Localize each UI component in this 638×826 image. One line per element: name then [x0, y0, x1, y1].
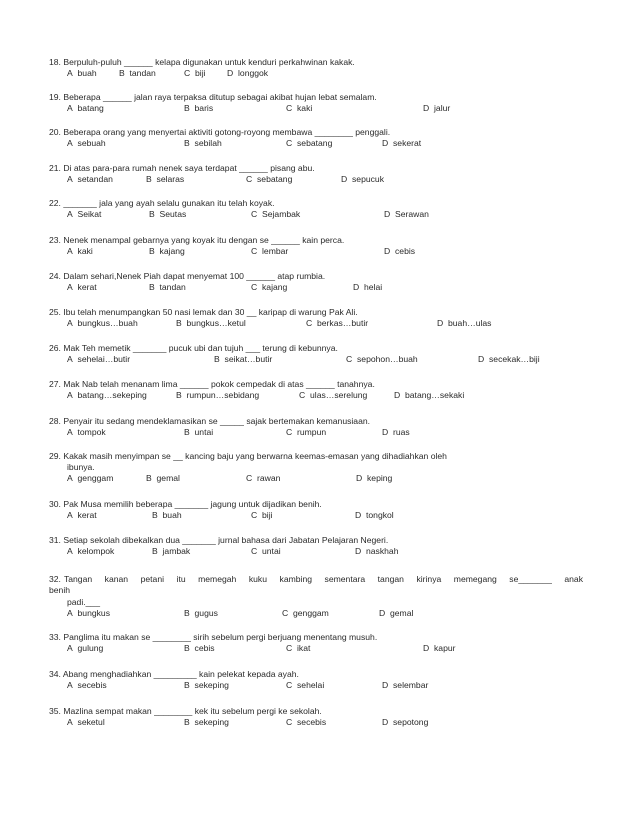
option-c: C genggam — [282, 608, 329, 618]
question-text: Beberapa ______ jalan raya terpaksa ditutup sebagai akibat hujan lebat semalam. — [63, 92, 377, 102]
question-text: Mak Teh memetik _______ pucuk ubi dan tujuh ___ terung di kebunnya. — [63, 343, 338, 353]
question-text-continuation: ibunya. — [67, 462, 95, 472]
question-number: 19. — [49, 92, 61, 102]
question-text: Mazlina sempat makan ________ kek itu sebelum pergi ke sekolah. — [63, 706, 322, 716]
option-c: C ikat — [286, 643, 311, 653]
option-c: C Sejambak — [251, 209, 301, 219]
question-number: 34. — [49, 669, 61, 679]
question-number: 18. — [49, 57, 61, 67]
option-b: B bungkus…ketul — [176, 318, 246, 328]
question-number: 23. — [49, 235, 61, 245]
option-d: D sekerat — [382, 138, 422, 148]
option-a: A batang…sekeping — [67, 390, 147, 400]
option-d: D longgok — [227, 68, 269, 78]
option-a: A genggam — [67, 473, 114, 483]
option-b: B tandan — [119, 68, 156, 78]
option-d: D secekak…biji — [478, 354, 540, 364]
question-text: Dalam sehari,Nenek Piah dapat menyemat 100 ______ atap rumbia. — [63, 271, 326, 281]
question-text: Nenek menampal gebarnya yang koyak itu dengan se ______ kain perca. — [63, 235, 345, 245]
question-text: Panglima itu makan se ________ sirih sebelum pergi berjuang menentang musuh. — [63, 632, 378, 642]
question-number: 22. — [49, 198, 61, 208]
option-d: D gemal — [379, 608, 414, 618]
question-number: 31. — [49, 535, 61, 545]
option-a: A kerat — [67, 510, 97, 520]
option-b: B seikat…butir — [214, 354, 273, 364]
option-b: B gemal — [146, 473, 180, 483]
option-b: B kajang — [149, 246, 185, 256]
question-text-continuation: benih — [49, 585, 71, 595]
question-number: 32. — [49, 574, 61, 584]
option-d: D buah…ulas — [437, 318, 492, 328]
question-text: Beberapa orang yang menyertai aktiviti gotong-royong membawa ________ penggali. — [63, 127, 391, 137]
question-number: 26. — [49, 343, 61, 353]
question-number: 27. — [49, 379, 61, 389]
option-d: D keping — [356, 473, 393, 483]
option-a: A bungkus…buah — [67, 318, 138, 328]
question-number: 29. — [49, 451, 61, 461]
question-text: Ibu telah menumpangkan 50 nasi lemak dan 30 __ karipap di warung Pak Ali. — [63, 307, 358, 317]
option-d: D jalur — [423, 103, 451, 113]
question-number: 25. — [49, 307, 61, 317]
option-c: C sepohon…buah — [346, 354, 418, 364]
option-c: C ulas…serelung — [299, 390, 368, 400]
question-text: Pak Musa memilih beberapa _______ jagung untuk dijadikan benih. — [63, 499, 322, 509]
option-d: D ruas — [382, 427, 410, 437]
question-text: Penyair itu sedang mendeklamasikan se _____ sajak bertemakan kemanusiaan. — [63, 416, 371, 426]
option-a: A sehelai…butir — [67, 354, 131, 364]
option-b: B Seutas — [149, 209, 187, 219]
question-text: Berpuluh-puluh ______ kelapa digunakan untuk kenduri perkahwinan kakak. — [63, 57, 355, 67]
option-a: A secebis — [67, 680, 107, 690]
option-b: B untai — [184, 427, 214, 437]
question-text: Tangan kanan petani itu memegah kuku kambing sementara tangan kirinya memegang se_______ anak — [63, 574, 583, 584]
option-b: B tandan — [149, 282, 186, 292]
question-number: 20. — [49, 127, 61, 137]
question-number: 24. — [49, 271, 61, 281]
option-c: C berkas…butir — [306, 318, 369, 328]
option-b: B sebilah — [184, 138, 222, 148]
option-d: D cebis — [384, 246, 416, 256]
option-d: D Serawan — [384, 209, 429, 219]
option-a: A sebuah — [67, 138, 106, 148]
question-number: 30. — [49, 499, 61, 509]
option-d: D sepucuk — [341, 174, 385, 184]
option-d: D batang…sekaki — [394, 390, 465, 400]
option-a: A kaki — [67, 246, 93, 256]
option-b: B jambak — [152, 546, 191, 556]
option-a: A kerat — [67, 282, 97, 292]
option-c: C rumpun — [286, 427, 327, 437]
question-number: 33. — [49, 632, 61, 642]
option-b: B rumpun…sebidang — [176, 390, 260, 400]
option-c: C sehelai — [286, 680, 325, 690]
option-c: C biji — [251, 510, 273, 520]
option-a: A batang — [67, 103, 104, 113]
question-number: 21. — [49, 163, 61, 173]
option-b: B gugus — [184, 608, 218, 618]
option-d: D helai — [353, 282, 383, 292]
question-text: Di atas para-para rumah nenek saya terdapat ______ pisang abu. — [63, 163, 315, 173]
option-b: B selaras — [146, 174, 185, 184]
question-text-continuation-2: padi.___ — [67, 597, 100, 607]
option-c: C secebis — [286, 717, 327, 727]
question-text: Abang menghadiahkan _________ kain pelekat kepada ayah. — [62, 669, 299, 679]
question-text: Mak Nab telah menanam lima ______ pokok cempedak di atas ______ tanahnya. — [63, 379, 375, 389]
question-text: Setiap sekolah dibekalkan dua _______ jurnal bahasa dari Jabatan Pelajaran Negeri. — [63, 535, 389, 545]
option-d: D selembar — [382, 680, 429, 690]
option-c: C sebatang — [246, 174, 293, 184]
option-d: D sepotong — [382, 717, 429, 727]
question-number: 28. — [49, 416, 61, 426]
option-c: C rawan — [246, 473, 281, 483]
option-b: B sekeping — [184, 717, 229, 727]
option-d: D naskhah — [355, 546, 399, 556]
option-d: D tongkol — [355, 510, 394, 520]
option-c: C untai — [251, 546, 281, 556]
option-a: A setandan — [67, 174, 113, 184]
option-a: A gulung — [67, 643, 104, 653]
option-a: A kelompok — [67, 546, 115, 556]
option-b: B sekeping — [184, 680, 229, 690]
option-c: C sebatang — [286, 138, 333, 148]
option-b: B buah — [152, 510, 182, 520]
question-number: 35. — [49, 706, 61, 716]
question-text: Kakak masih menyimpan se __ kancing baju yang berwarna keemas-emasan yang dihadiahkan oleh — [63, 451, 447, 461]
option-c: C kaki — [286, 103, 313, 113]
option-c: C biji — [184, 68, 206, 78]
option-a: A tompok — [67, 427, 106, 437]
option-b: B baris — [184, 103, 214, 113]
question-text: _______ jala yang ayah selalu gunakan itu telah koyak. — [63, 198, 275, 208]
option-a: A bungkus — [67, 608, 111, 618]
option-c: C kajang — [251, 282, 288, 292]
option-a: A seketul — [67, 717, 105, 727]
option-a: A buah — [67, 68, 97, 78]
option-b: B cebis — [184, 643, 215, 653]
option-c: C lembar — [251, 246, 289, 256]
option-a: A Seikat — [67, 209, 102, 219]
option-d: D kapur — [423, 643, 456, 653]
